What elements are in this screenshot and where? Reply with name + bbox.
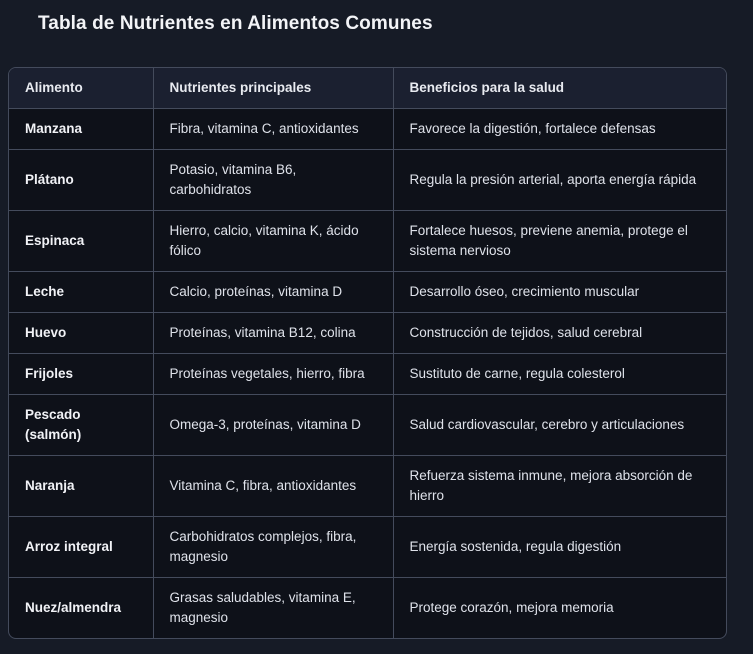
cell-nutrients: Proteínas vegetales, hierro, fibra — [153, 354, 393, 395]
cell-benefits: Desarrollo óseo, crecimiento muscular — [393, 272, 726, 313]
cell-food: Arroz integral — [9, 517, 153, 578]
cell-food: Frijoles — [9, 354, 153, 395]
table-row — [9, 354, 726, 395]
table-row — [9, 578, 726, 639]
cell-food: Huevo — [9, 313, 153, 354]
cell-nutrients: Calcio, proteínas, vitamina D — [153, 272, 393, 313]
cell-nutrients: Vitamina C, fibra, antioxidantes — [153, 456, 393, 517]
cell-nutrients: Grasas saludables, vitamina E, magnesio — [153, 578, 393, 639]
table-row — [9, 395, 726, 456]
cell-nutrients: Hierro, calcio, vitamina K, ácido fólico — [153, 211, 393, 272]
table-row — [9, 313, 726, 354]
cell-benefits: Construcción de tejidos, salud cerebral — [393, 313, 726, 354]
table-row — [9, 109, 726, 150]
cell-nutrients: Carbohidratos complejos, fibra, magnesio — [153, 517, 393, 578]
cell-benefits: Refuerza sistema inmune, mejora absorción de hierro — [393, 456, 726, 517]
table-row — [9, 517, 726, 578]
cell-food: Naranja — [9, 456, 153, 517]
table-header-row — [9, 68, 726, 109]
cell-benefits: Sustituto de carne, regula colesterol — [393, 354, 726, 395]
table-row — [9, 211, 726, 272]
cell-benefits: Favorece la digestión, fortalece defensas — [393, 109, 726, 150]
cell-benefits: Energía sostenida, regula digestión — [393, 517, 726, 578]
page-title: Tabla de Nutrientes en Alimentos Comunes — [38, 13, 433, 34]
table-row — [9, 456, 726, 517]
cell-nutrients: Proteínas, vitamina B12, colina — [153, 313, 393, 354]
table-row — [9, 272, 726, 313]
table-row — [9, 150, 726, 211]
column-header-food: Alimento — [9, 68, 153, 109]
cell-nutrients: Omega-3, proteínas, vitamina D — [153, 395, 393, 456]
cell-food: Pescado (salmón) — [9, 395, 153, 456]
cell-benefits: Protege corazón, mejora memoria — [409, 600, 614, 615]
cell-benefits: Regula la presión arterial, aporta energía rápida — [393, 150, 726, 211]
cell-nutrients: Fibra, vitamina C, antioxidantes — [153, 109, 393, 150]
cell-nutrients: Potasio, vitamina B6, carbohidratos — [153, 150, 393, 211]
cell-food: Plátano — [9, 150, 153, 211]
cell-food: Espinaca — [9, 211, 153, 272]
nutrients-table — [8, 67, 727, 639]
cell-benefits: Fortalece huesos, previene anemia, protege el sistema nervioso — [393, 211, 726, 272]
cell-food: Nuez/almendra — [9, 578, 153, 639]
cell-food: Manzana — [9, 109, 153, 150]
column-header-nutrients: Nutrientes principales — [153, 68, 393, 109]
column-header-benefits: Beneficios para la salud — [393, 68, 726, 109]
cell-benefits: Salud cardiovascular, cerebro y articulaciones — [393, 395, 726, 456]
cell-food: Leche — [9, 272, 153, 313]
